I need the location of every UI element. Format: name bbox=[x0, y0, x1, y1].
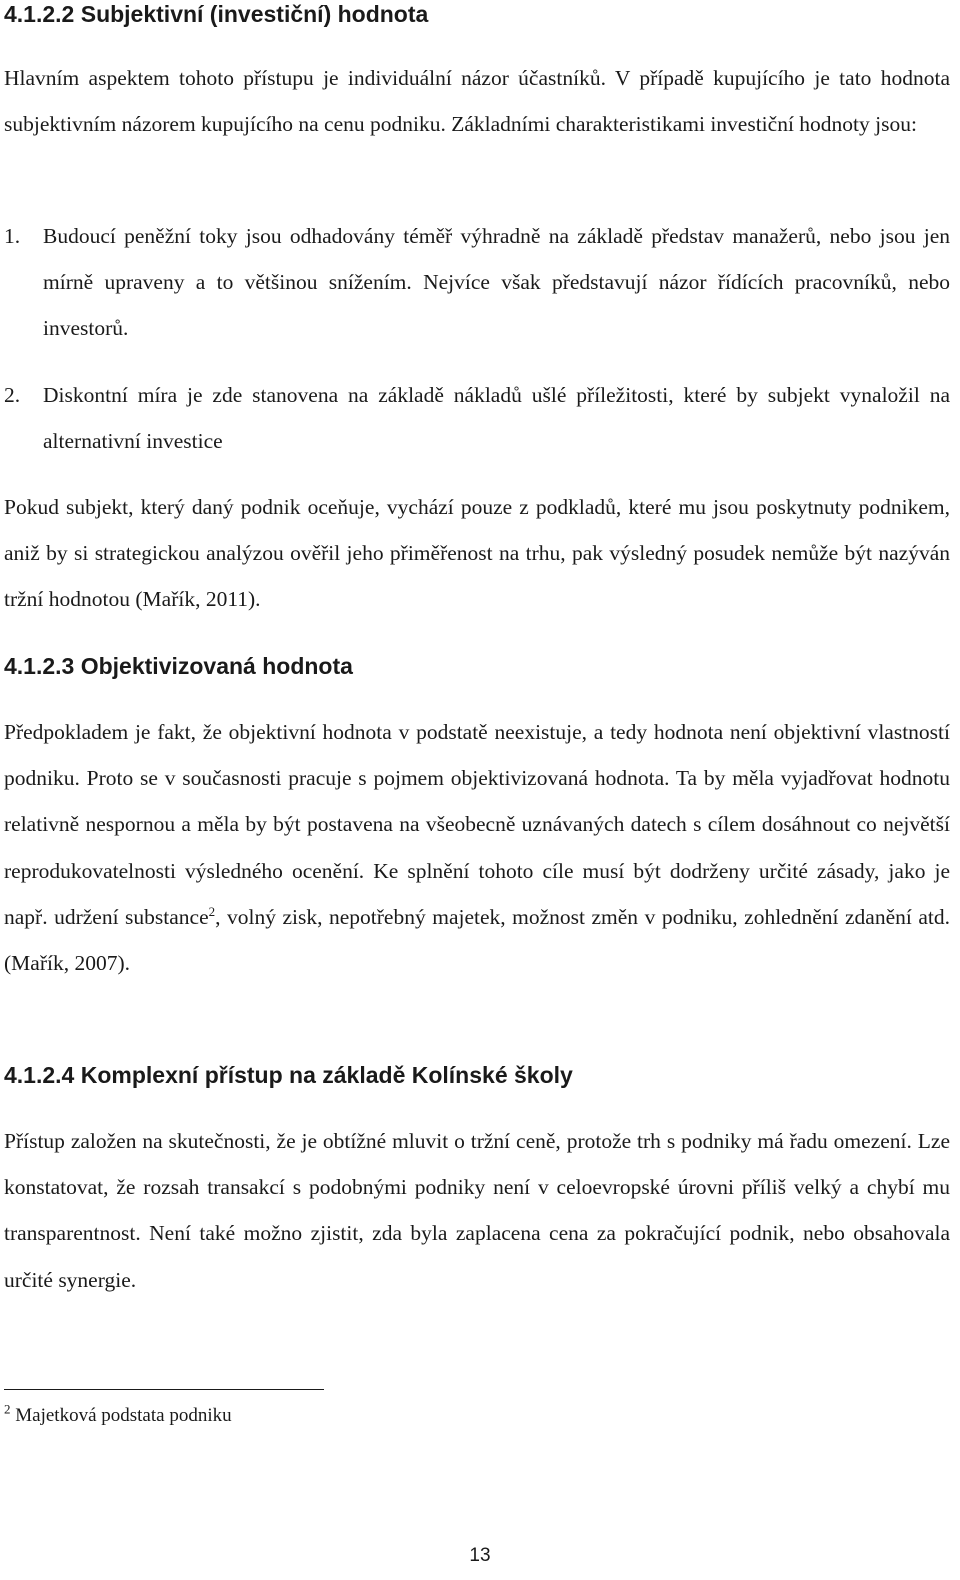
page-number: 13 bbox=[469, 1545, 491, 1566]
section-heading-objectivized-value: 4.1.2.3 Objektivizovaná hodnota bbox=[4, 653, 353, 679]
list-item-text: Budoucí peněžní toky jsou odhadovány téměř výhradně na základě představ manažerů, nebo jsou jen mírně upraveny a to většinou snížením. Nejvíce však představují názor řídících pracovníků, nebo investorů. bbox=[43, 224, 950, 340]
paragraph-subjective-outro: Pokud subjekt, který daný podnik oceňuje, vychází pouze z podkladů, které mu jsou poskytnuty podnikem, aniž by si strategickou analýzou ověřil jeho přiměřenost na trhu, pak výsledný posudek nemůže být nazýván tržní hodnotou (Mařík, 2011). bbox=[4, 495, 950, 612]
paragraph-subjective-intro: Hlavním aspektem tohoto přístupu je individuální názor účastníků. V případě kupujícího je tato hodnota subjektivním názorem kupujícího na cenu podniku. Základními charakteristikami investiční hodnoty jsou: bbox=[4, 66, 950, 137]
characteristics-list bbox=[4, 213, 950, 464]
footnote bbox=[4, 1401, 232, 1428]
list-item bbox=[4, 213, 950, 351]
list-item-number: 1. bbox=[4, 224, 21, 248]
paragraph-text-continued: , volný zisk, nepotřebný majetek, možnost změn v podniku, zohlednění zdanění atd. (Mařík, 2007). bbox=[4, 904, 950, 976]
section-heading-cologne-school: 4.1.2.4 Komplexní přístup na základě Kolínské školy bbox=[4, 1062, 573, 1088]
list-item-text: Diskontní míra je zde stanovena na základě nákladů ušlé příležitosti, které by subjekt vynaložil na alternativní investice bbox=[43, 383, 950, 453]
section-heading-subjective-value: 4.1.2.2 Subjektivní (investiční) hodnota bbox=[4, 1, 429, 27]
footnote-text: Majetková podstata podniku bbox=[15, 1405, 232, 1426]
list-item bbox=[4, 372, 950, 464]
footnote-reference[interactable]: 2 bbox=[208, 903, 216, 919]
paragraph-objectivized bbox=[4, 709, 950, 986]
list-item-number: 2. bbox=[4, 383, 21, 407]
paragraph-text: Předpokladem je fakt, že objektivní hodnota v podstatě neexistuje, a tedy hodnota není objektivní vlastností podniku. Proto se v současnosti pracuje s pojmem objektivizovaná hodnota. Ta by měla vyjadřovat hodnotu relativně nespornou a měla by být postavena na všeobecně uznávaných datech s cílem dosáhnout co největší reprodukovatelnosti výsledného ocenění. Ke splnění tohoto cíle musí být dodrženy určité zásady, jako je např. udržení substance bbox=[4, 720, 950, 929]
paragraph-cologne-school: Přístup založen na skutečnosti, že je obtížné mluvit o tržní ceně, protože trh s podniky má řadu omezení. Lze konstatovat, že rozsah transakcí s podobnými podniky není v celoevropské úrovni příliš velký a chybí mu transparentnost. Není také možno zjistit, zda byla zaplacena cena za pokračující podnik, nebo obsahovala určité synergie. bbox=[4, 1129, 950, 1292]
footnote-number: 2 bbox=[4, 1401, 11, 1417]
footnote-divider bbox=[4, 1389, 324, 1390]
